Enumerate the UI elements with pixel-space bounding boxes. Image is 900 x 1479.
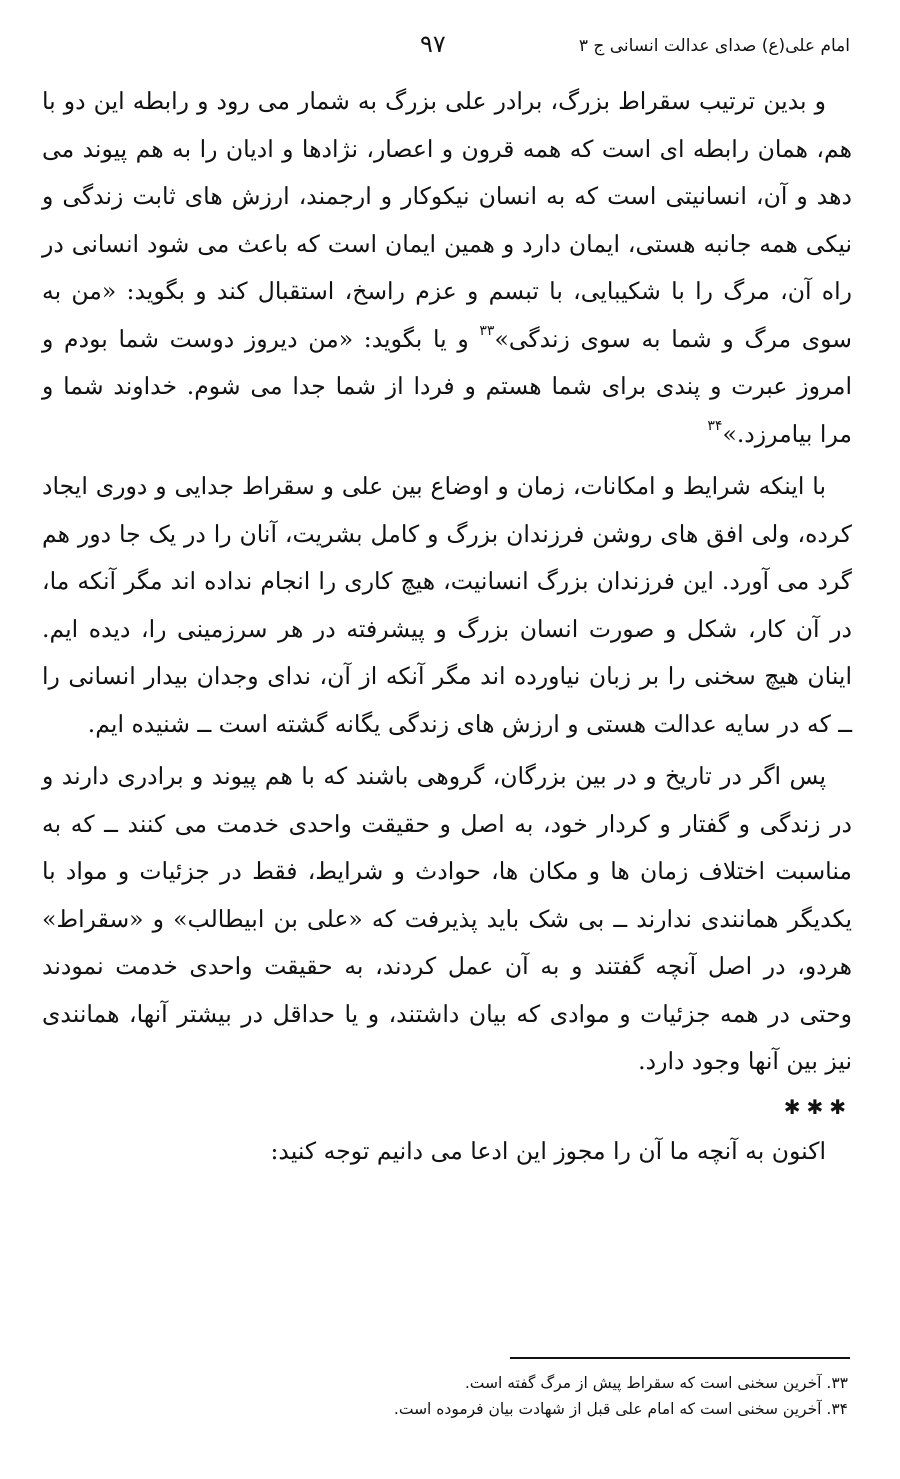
body-text bbox=[42, 78, 852, 1175]
paragraph-1-text-a: و بدین ترتیب سقراط بزرگ، برادر علی بزرگ به شمار می رود و رابطه این دو با هم، همان رابطه ای است که همه قرون و اعصار، نژادها و ادیان را به هم پیوند می دهد و آن، انسانیتی است که به انسان نیکوکار و ارجمند، ارزش های ثابت زندگی و نیکی همه جانبه هستی، ایمان دارد و همین ایمان است که باعث می شود انسانی در راه آن، مرگ را با شکیبایی، با تبسم و عزم راسخ، استقبال کند و بگوید: «من به سوی مرگ و شما به سوی زندگی» bbox=[42, 87, 852, 353]
paragraph-1-text-b: و یا بگوید: «من دیروز دوست شما بودم و امروز عبرت و پندی برای شما هستم و فردا از شما جدا می شوم. خداوند شما و مرا بیامرزد.» bbox=[42, 324, 852, 448]
footnote-33: ۳۳. آخرین سخنی است که سقراط پیش از مرگ گفته است. bbox=[464, 1374, 848, 1392]
footnote-ref-33: ۳۳ bbox=[479, 322, 495, 339]
footnote-ref-34: ۳۴ bbox=[707, 417, 723, 434]
paragraph-3: پس اگر در تاریخ و در بین بزرگان، گروهی باشند که با هم پیوند و برادری دارند و در زندگی و گفتار و کردار خود، به اصل و حقیقت واحدی خدمت می کنند ــ که به مناسبت اختلاف زمان ها و مکان ها، حوادث و شرایط، فقط در جزئیات و مواد با یکدیگر همانندی ندارند ــ بی شک باید پذیرفت که «علی بن ابیطالب» و «سقراط» هردو، در اصل آنچه گفتند و به آن عمل کردند، به حقیقت واحدی خدمت نمودند وحتی در همه جزئیات و موادی که بیان داشتند، و یا حداقل در بیشتر آنها، همانندی نیز بین آنها وجود دارد. bbox=[42, 762, 852, 1075]
page-number: ۹۷ bbox=[420, 30, 446, 58]
running-title: امام علی(ع) صدای عدالت انسانی ج ۳ bbox=[578, 36, 850, 56]
paragraph-1 bbox=[42, 78, 852, 458]
paragraph-2: با اینکه شرایط و امکانات، زمان و اوضاع بین علی و سقراط جدایی و دوری ایجاد کرده، ولی افق های روشن فرزندان بزرگ و کامل بشریت، آنان را در یک جا دور هم گرد می آورد. این فرزندان بزرگ انسانیت، هیچ کاری را انجام نداده اند مگر آنکه ما، در آن کار، شکل و صورت انسان بزرگ و پیشرفته در هر سرزمینی را، دیده ایم. اینان هیچ سخنی را بر زبان نیاورده اند مگر آنکه از آن، ندای وجدان بیدار انسانی را ــ که در سایه عدالت هستی و ارزش های زندگی یگانه گشته است ــ شنیده ایم. bbox=[42, 472, 852, 738]
section-separator: ✱✱✱ bbox=[783, 1094, 852, 1119]
page-header bbox=[40, 30, 850, 70]
footnote-34: ۳۴. آخرین سخنی است که امام علی قبل از شهادت بیان فرموده است. bbox=[393, 1400, 848, 1418]
footnotes bbox=[48, 1370, 848, 1422]
footnote-divider bbox=[510, 1357, 850, 1359]
closing-line: اکنون به آنچه ما آن را مجوز این ادعا می دانیم توجه کنید: bbox=[270, 1136, 826, 1165]
